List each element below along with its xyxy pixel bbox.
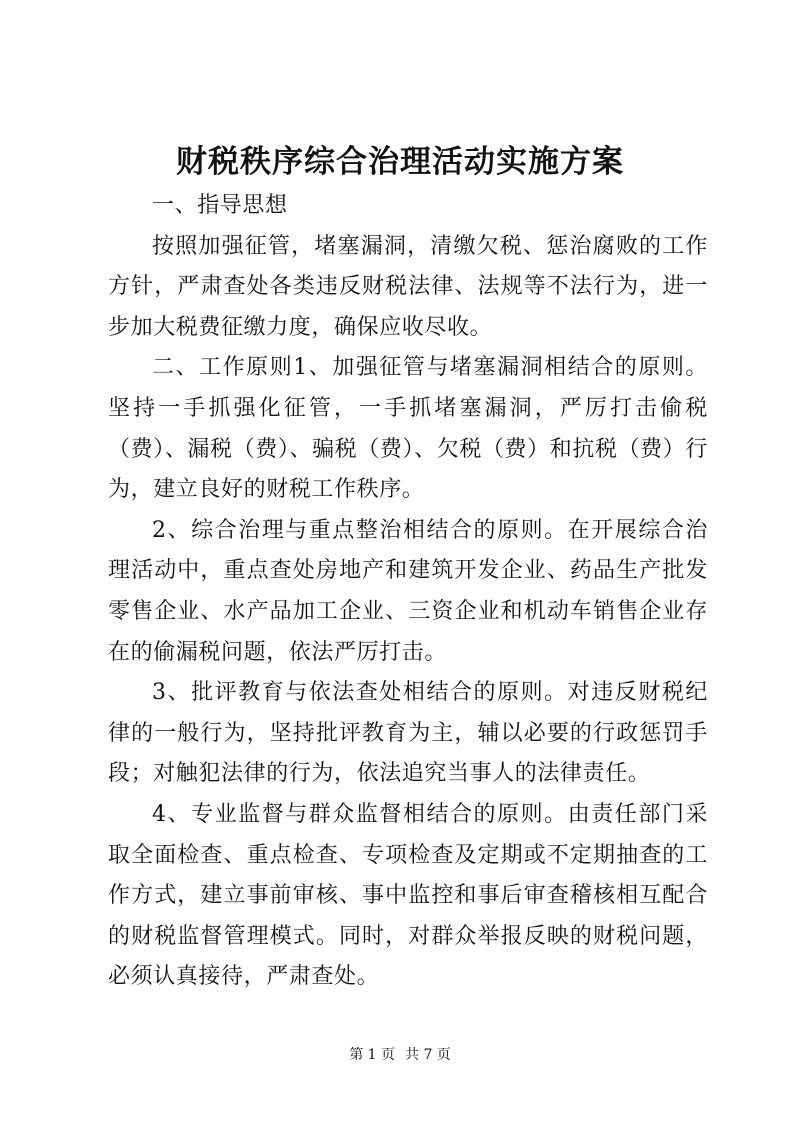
document-title: 财税秩序综合治理活动实施方案: [176, 144, 624, 180]
page-total: 共 7 页: [405, 1047, 451, 1063]
document-body: [108, 186, 708, 998]
paragraph-principle-4: 4、专业监督与群众监督相结合的原则。由责任部门采取全面检查、重点检查、专项检查及定期或不定期抽查的工作方式，建立事前审核、事中监控和事后审查稽核相互配合的财税监督管理模式。同时，对群众举报反映的财税问题，必须认真接待，严肃查处。: [108, 801, 708, 990]
section-heading-guiding-thought: 一、指导思想: [152, 193, 288, 218]
page-footer: [0, 1045, 800, 1065]
paragraph-principle-3: 3、批评教育与依法查处相结合的原则。对违反财税纪律的一般行为，坚持批评教育为主，辅以必要的行政惩罚手段；对触犯法律的行为，依法追究当事人的法律责任。: [108, 680, 708, 787]
page-number: 第 1 页: [349, 1047, 395, 1063]
paragraph-principle-2: 2、综合治理与重点整治相结合的原则。在开展综合治理活动中，重点查处房地产和建筑开发企业、药品生产批发零售企业、水产品加工企业、三资企业和机动车销售企业存在的偷漏税问题，依法严厉打击。: [108, 517, 708, 665]
paragraph-principle-1: 二、工作原则1、加强征管与堵塞漏洞相结合的原则。坚持一手抓强化征管，一手抓堵塞漏洞，严厉打击偷税（费）、漏税（费）、骗税（费）、欠税（费）和抗税（费）行为，建立良好的财税工作秩序。: [108, 355, 708, 503]
paragraph-guiding-thought: 按照加强征管，堵塞漏洞，清缴欠税、惩治腐败的工作方针，严肃查处各类违反财税法律、法规等不法行为，进一步加大税费征缴力度，确保应收尽收。: [108, 233, 708, 340]
